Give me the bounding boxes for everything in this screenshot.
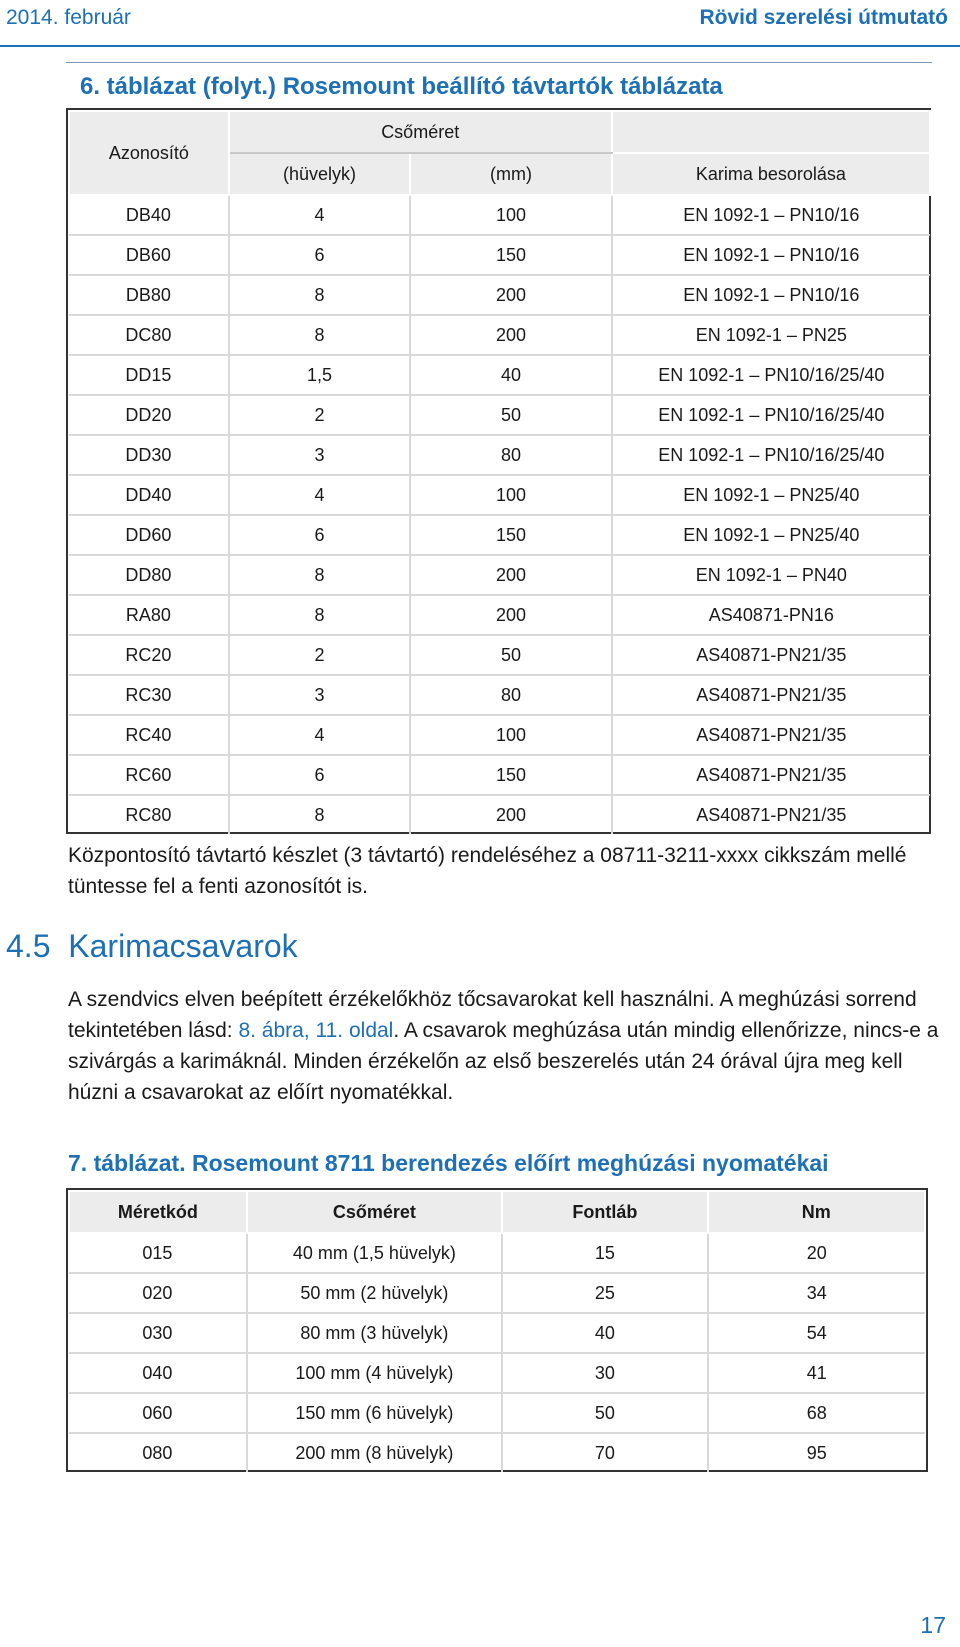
cell-inch: 6 — [229, 755, 411, 795]
cell-flange: AS40871-PN21/35 — [612, 635, 930, 675]
cell-pipe-size: 200 mm (8 hüvelyk) — [247, 1433, 502, 1472]
cell-size-code: 040 — [69, 1353, 247, 1393]
cell-id: RC80 — [69, 795, 229, 834]
cell-flange: EN 1092-1 – PN25/40 — [612, 475, 930, 515]
cell-pipe-size: 80 mm (3 hüvelyk) — [247, 1313, 502, 1353]
table-row — [69, 1433, 925, 1472]
cell-flange: EN 1092-1 – PN10/16/25/40 — [612, 355, 930, 395]
cell-id: DC80 — [69, 315, 229, 355]
cell-flange: EN 1092-1 – PN10/16 — [612, 275, 930, 315]
cell-id: RC20 — [69, 635, 229, 675]
cell-inch: 4 — [229, 195, 411, 235]
table-row — [69, 1273, 925, 1313]
section-number: 4.5 — [6, 928, 51, 964]
cell-id: RC40 — [69, 715, 229, 755]
table-row — [69, 1233, 925, 1273]
spacer-note: Központosító távtartó készlet (3 távtartó) rendeléséhez a 08711-3211-xxxx cikkszám mellé tüntesse fel a fenti azonosítót is. — [68, 844, 907, 898]
col-header-pipe-size: Csőméret — [229, 111, 612, 153]
cell-mm: 100 — [410, 195, 611, 235]
cell-flange: AS40871-PN16 — [612, 595, 930, 635]
table7 — [68, 1190, 926, 1472]
cell-inch: 2 — [229, 635, 411, 675]
cell-nm: 34 — [708, 1273, 925, 1313]
table-row — [69, 355, 930, 395]
cell-mm: 80 — [410, 435, 611, 475]
cell-inch: 8 — [229, 555, 411, 595]
cell-id: DB40 — [69, 195, 229, 235]
table-row — [69, 595, 930, 635]
table-row — [69, 675, 930, 715]
cell-size-code: 020 — [69, 1273, 247, 1313]
col-header-id: Azonosító — [69, 111, 229, 195]
cell-mm: 40 — [410, 355, 611, 395]
section-title: Karimacsavarok — [68, 928, 298, 964]
paragraph-part2: . A csavarok meghúzása után mindig ellenőrizze, nincs-e a szivárgás a karimáknál. Minden érzékelőn az első beszerelés után 24 órával újra meg kell húzni a csavarokat az előírt nyomatékkal. — [68, 1019, 939, 1104]
table-row — [69, 235, 930, 275]
cell-flange: EN 1092-1 – PN10/16 — [612, 235, 930, 275]
cell-id: DB80 — [69, 275, 229, 315]
cell-id: RC60 — [69, 755, 229, 795]
cell-foot-pound: 30 — [502, 1353, 708, 1393]
section-divider — [66, 62, 932, 63]
cell-flange: EN 1092-1 – PN40 — [612, 555, 930, 595]
cell-flange: EN 1092-1 – PN10/16/25/40 — [612, 435, 930, 475]
table-row — [69, 1353, 925, 1393]
cell-size-code: 015 — [69, 1233, 247, 1273]
table6-body — [69, 195, 930, 834]
cell-inch: 6 — [229, 515, 411, 555]
cell-inch: 3 — [229, 435, 411, 475]
cell-inch: 6 — [229, 235, 411, 275]
figure-reference-link[interactable]: 8. ábra, 11. oldal — [238, 1019, 394, 1042]
cell-mm: 150 — [410, 755, 611, 795]
section-heading — [6, 928, 298, 965]
cell-id: DD40 — [69, 475, 229, 515]
cell-size-code: 060 — [69, 1393, 247, 1433]
cell-mm: 50 — [410, 395, 611, 435]
table-row — [69, 515, 930, 555]
table-row — [69, 195, 930, 235]
col-header-blank — [612, 111, 930, 153]
cell-id: RA80 — [69, 595, 229, 635]
cell-nm: 95 — [806, 1442, 827, 1463]
cell-mm: 200 — [410, 595, 611, 635]
table-row — [69, 755, 930, 795]
header-divider — [0, 45, 960, 47]
table-row — [69, 1393, 925, 1433]
cell-id: DD20 — [69, 395, 229, 435]
cell-inch: 8 — [229, 315, 411, 355]
cell-mm: 100 — [410, 715, 611, 755]
table-row — [69, 395, 930, 435]
cell-id: RC30 — [69, 675, 229, 715]
cell-id: DD30 — [69, 435, 229, 475]
col-header-mm: (mm) — [410, 153, 611, 195]
header-guide-title: Rövid szerelési útmutató — [699, 6, 948, 29]
cell-nm: 20 — [708, 1233, 925, 1273]
cell-id: DD15 — [69, 355, 229, 395]
table7-body — [69, 1233, 925, 1472]
cell-flange: AS40871-PN21/35 — [612, 755, 930, 795]
table-row — [69, 635, 930, 675]
table-row — [69, 555, 930, 595]
cell-flange: EN 1092-1 – PN25 — [612, 315, 930, 355]
table6 — [68, 110, 931, 834]
cell-size-code: 080 — [69, 1433, 247, 1472]
cell-flange: AS40871-PN21/35 — [612, 715, 930, 755]
cell-flange: AS40871-PN21/35 — [612, 675, 930, 715]
cell-mm: 150 — [410, 235, 611, 275]
table-row — [69, 795, 930, 834]
cell-pipe-size: 100 mm (4 hüvelyk) — [247, 1353, 502, 1393]
cell-nm: 41 — [708, 1353, 925, 1393]
cell-nm: 54 — [708, 1313, 925, 1353]
table-row — [69, 315, 930, 355]
col-header-flange: Karima besorolása — [612, 153, 930, 195]
cell-size-code: 030 — [69, 1313, 247, 1353]
cell-mm: 200 — [410, 555, 611, 595]
cell-mm: 200 — [410, 315, 611, 355]
cell-pipe-size: 150 mm (6 hüvelyk) — [247, 1393, 502, 1433]
cell-flange: AS40871-PN21/35 — [696, 804, 847, 825]
cell-flange: EN 1092-1 – PN10/16 — [612, 195, 930, 235]
cell-flange: EN 1092-1 – PN25/40 — [612, 515, 930, 555]
bolt-paragraph — [68, 984, 948, 1108]
cell-inch: 2 — [229, 395, 411, 435]
table7-title: 7. táblázat. Rosemount 8711 berendezés előírt meghúzási nyomatékai — [68, 1150, 829, 1176]
cell-foot-pound: 50 — [502, 1393, 708, 1433]
cell-inch: 8 — [229, 595, 411, 635]
t7-header-foot-pound: Fontláb — [502, 1191, 708, 1233]
cell-id: DB60 — [69, 235, 229, 275]
cell-mm: 150 — [410, 515, 611, 555]
page-number: 17 — [920, 1612, 946, 1638]
cell-inch: 3 — [229, 675, 411, 715]
cell-mm: 50 — [410, 635, 611, 675]
cell-nm: 68 — [708, 1393, 925, 1433]
t7-header-size-code: Méretkód — [69, 1191, 247, 1233]
cell-inch: 4 — [229, 475, 411, 515]
cell-inch: 4 — [229, 715, 411, 755]
cell-inch: 1,5 — [229, 355, 411, 395]
cell-inch: 8 — [229, 795, 411, 834]
cell-mm: 200 — [410, 795, 611, 834]
table-row — [69, 275, 930, 315]
t7-header-nm: Nm — [708, 1191, 925, 1233]
cell-inch: 8 — [229, 275, 411, 315]
table-row — [69, 715, 930, 755]
cell-foot-pound: 40 — [502, 1313, 708, 1353]
paragraph-part1: A szendvics elven beépített érzékelőkhöz tőcsavarokat kell használni. A meghúzási sorrend tekintetében lásd: — [68, 988, 917, 1042]
table-row — [69, 475, 930, 515]
cell-id: DD80 — [69, 555, 229, 595]
col-header-inch: (hüvelyk) — [229, 153, 411, 195]
header-date: 2014. február — [6, 6, 131, 29]
cell-pipe-size: 50 mm (2 hüvelyk) — [247, 1273, 502, 1313]
cell-flange: EN 1092-1 – PN10/16/25/40 — [612, 395, 930, 435]
cell-id: DD60 — [69, 515, 229, 555]
cell-foot-pound: 25 — [502, 1273, 708, 1313]
cell-foot-pound: 70 — [502, 1433, 708, 1472]
table6-title: 6. táblázat (folyt.) Rosemount beállító távtartók táblázata — [80, 73, 723, 100]
cell-mm: 100 — [410, 475, 611, 515]
cell-mm: 200 — [410, 275, 611, 315]
table-row — [69, 435, 930, 475]
t7-header-pipe-size: Csőméret — [247, 1191, 502, 1233]
cell-foot-pound: 15 — [502, 1233, 708, 1273]
cell-mm: 80 — [410, 675, 611, 715]
table-row — [69, 1313, 925, 1353]
cell-pipe-size: 40 mm (1,5 hüvelyk) — [247, 1233, 502, 1273]
